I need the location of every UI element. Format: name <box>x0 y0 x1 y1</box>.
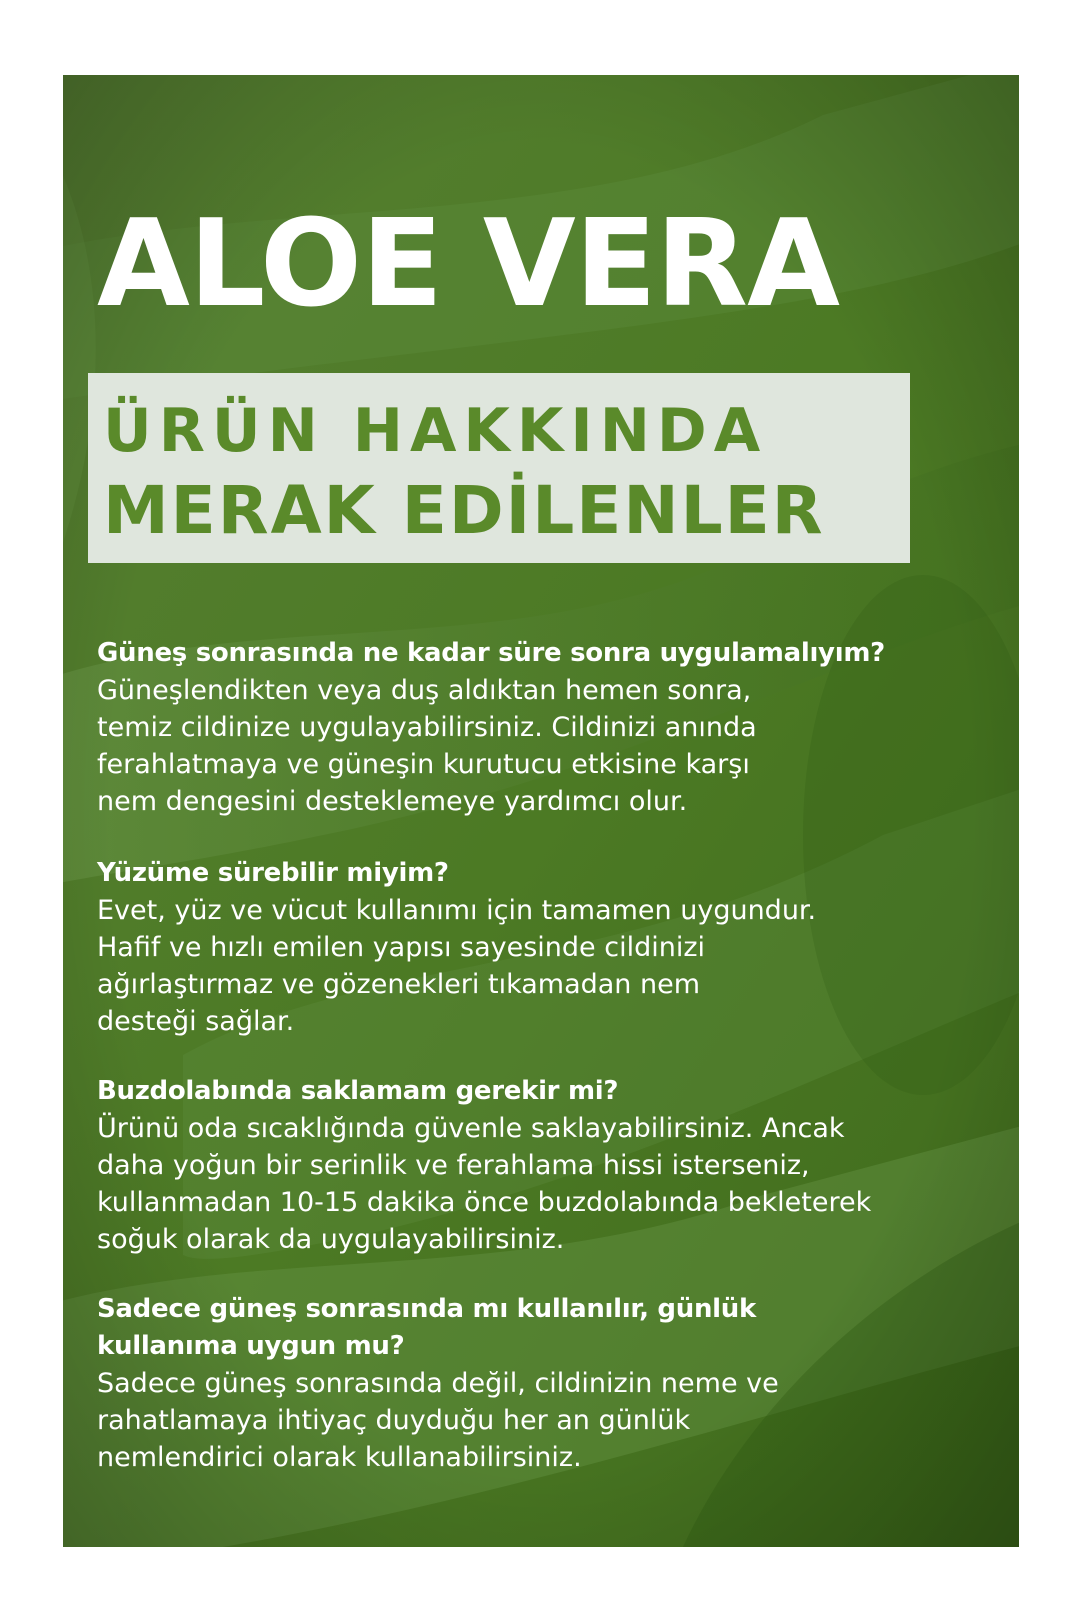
faq-question: Buzdolabında saklamam gerekir mi? <box>97 1076 619 1106</box>
faq-answer: Evet, yüz ve vücut kullanımı için tamamen uygundur. Hafif ve hızlı emilen yapısı sayesinde cildinizi ağırlaştırmaz ve gözenekleri tıkamadan nem desteği sağlar. <box>97 895 817 1037</box>
faq-answer: Güneşlendikten veya duş aldıktan hemen sonra, temiz cildinize uygulayabilirsiniz. Cildinizi anında ferahlatmaya ve güneşin kurutucu etkisine karşı nem dengesini desteklemeye yardımcı olur. <box>97 675 757 817</box>
faq-item <box>97 635 997 820</box>
faq-item <box>97 1291 997 1476</box>
faq-question: Sadece güneş sonrasında mı kullanılır, günlük kullanıma uygun mu? <box>97 1294 756 1361</box>
faq-answer: Ürünü oda sıcaklığında güvenle saklayabilirsiniz. Ancak daha yoğun bir serinlik ve ferahlama hissi isterseniz, kullanmadan 10-15 dakika önce buzdolabında bekleterek soğuk olarak da uygulayabilirsiniz. <box>97 1113 872 1255</box>
subtitle-line-2: MERAK EDİLENLER <box>103 472 825 549</box>
faq-question: Yüzüme sürebilir miyim? <box>97 858 449 888</box>
faq-answer: Sadece güneş sonrasında değil, cildinizin neme ve rahatlamaya ihtiyaç duyduğu her an günlük nemlendirici olarak kullanabilirsiniz. <box>97 1368 779 1473</box>
faq-item <box>97 1073 997 1258</box>
faq-question: Güneş sonrasında ne kadar süre sonra uygulamalıyım? <box>97 638 885 668</box>
aloe-vera-faq-poster <box>63 75 1019 1547</box>
faq-item <box>97 855 997 1040</box>
page-title: ALOE VERA <box>97 195 839 334</box>
subtitle-line-1: ÜRÜN HAKKINDA <box>103 396 768 466</box>
subtitle-banner <box>88 373 910 563</box>
